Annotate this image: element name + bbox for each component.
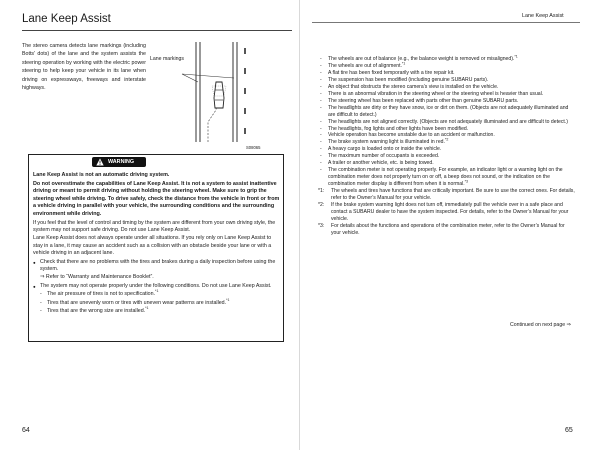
item-text: The brake system warning light is illuminated in red. — [328, 139, 445, 146]
botts-dot — [244, 68, 246, 74]
page-gutter — [299, 0, 300, 450]
condition-item — [318, 98, 575, 105]
item-marker: - — [320, 160, 322, 167]
warning-bold-paragraph: Do not overestimate the capabilities of Lane Keep Assist. It is not a system to assist inattentive driving or meant to permit driving without holding the steering wheel. Make sure to grip the steering wheel while driving. To drive safely, check the distance from the vehicle in front or from a vehicle driving in parallel with your vehicle, the surrounding conditions and the surrounding environment while driving. — [33, 180, 280, 217]
warning-badge — [92, 157, 146, 167]
condition-item — [318, 153, 575, 160]
item-marker: - — [320, 132, 322, 139]
condition-item — [33, 291, 280, 298]
warning-bullet: ● The system may not operate properly under the following conditions. Do not use Lane Keep Assist. — [33, 283, 280, 290]
botts-dot — [244, 128, 246, 134]
header-rule — [312, 22, 580, 23]
warning-paragraph: If you feel that the level of control and timing by the system are different from your own driving style, the system may not support safe driving. Do not use Lane Keep Assist. — [33, 219, 276, 233]
warning-bullet: ● Check that there are no problems with the tires and brakes during a daily inspection before using the system. — [33, 259, 280, 274]
condition-item — [318, 119, 575, 126]
footnote-ref: *1 — [145, 306, 149, 311]
item-text: An object that obstructs the stereo camera’s view is installed on the vehicle. — [328, 83, 499, 90]
item-text: The headlights, fog lights and other lights have been modified. — [328, 125, 469, 132]
item-text: A heavy cargo is loaded onto or inside the vehicle. — [328, 146, 442, 153]
footnote-text: If the brake system warning light does not turn off, immediately pull the vehicle over in a safe place and contact a SUBARU dealer to have the system inspected. For details, refer to the Owner’s Manual for your vehicle. — [331, 202, 569, 222]
item-text: The maximum number of occupants is exceeded. — [328, 153, 440, 160]
condition-item — [318, 63, 575, 70]
item-marker: - — [320, 76, 322, 83]
botts-dot — [244, 88, 246, 94]
figure-label: Lane markings — [150, 56, 185, 62]
footnote-ref: *2 — [444, 137, 449, 142]
item-text: The wheels are out of balance (e.g., the balance weight is removed or misaligned). — [328, 56, 515, 62]
condition-item — [318, 126, 575, 133]
footnote-ref: *3 — [464, 179, 469, 184]
lane-dots — [244, 48, 246, 134]
condition-item — [318, 84, 575, 91]
page-number-left: 64 — [22, 427, 30, 434]
page-number-right: 65 — [565, 427, 573, 434]
item-text: The suspension has been modified (including genuine SUBARU parts). — [328, 76, 489, 83]
item-marker: - — [320, 146, 322, 153]
title-rule — [22, 30, 292, 31]
botts-dot — [244, 108, 246, 114]
warning-paragraph: Lane Keep Assist does not always operate under all situations. If you rely only on Lane Keep Assist to stay in a lane, it may cause an accident such as a collision with an obstacle beside your lane or with a vehicle driving in an adjacent lane. — [33, 235, 272, 257]
item-marker: - — [320, 118, 322, 125]
warranty-reference: ⇒ Refer to “Warranty and Maintenance Booklet”. — [40, 274, 154, 281]
item-marker: - — [320, 97, 322, 104]
condition-text: Tires that are unevenly worn or tires with uneven wear patterns are installed. — [47, 299, 227, 306]
warning-label: WARNING — [108, 159, 135, 165]
running-header: Lane Keep Assist — [522, 13, 564, 19]
item-text: The headlights are dirty or they have snow, ice or dirt on them. (Objects are not adequately illuminated and are difficult to detect.) — [328, 104, 569, 118]
botts-dot — [244, 48, 246, 54]
item-text: The combination meter is not operating properly. For example, an indicator light or a warning light on the combination meter does not properly turn on or off, a beep does not sound, or the indication on the combination meter display is different from when it is normal. — [328, 167, 563, 188]
condition-item — [318, 160, 575, 167]
condition-item — [318, 77, 575, 84]
item-text: A trailer or another vehicle, etc. is being towed. — [328, 160, 434, 167]
item-marker: - — [320, 90, 322, 97]
condition-item — [318, 105, 575, 119]
condition-item — [33, 308, 280, 315]
condition-item — [318, 139, 575, 146]
footnote-ref: *1 — [155, 289, 159, 294]
road-illustration — [150, 38, 270, 146]
item-text: There is an abnormal vibration in the steering wheel or the steering wheel is heavier than usual. — [328, 90, 544, 97]
lane-markings-figure — [150, 38, 270, 150]
condition-item — [318, 91, 575, 98]
item-marker: - — [320, 62, 322, 69]
footnote — [318, 223, 575, 237]
item-text: The wheels are out of alignment. — [328, 62, 402, 69]
item-marker: - — [320, 125, 322, 132]
warning-content — [33, 172, 280, 316]
page-title: Lane Keep Assist — [22, 13, 111, 25]
item-text: The steering wheel has been replaced with parts other than genuine SUBARU parts. — [328, 97, 519, 104]
condition-list — [318, 56, 575, 237]
footnote-ref: *1 — [226, 297, 230, 302]
continued-note[interactable]: Continued on next page ⇒ — [510, 322, 571, 328]
condition-item — [318, 70, 575, 77]
item-marker: - — [320, 69, 322, 76]
condition-item — [318, 167, 575, 188]
item-marker: - — [320, 167, 322, 174]
condition-text: Tires that are the wrong size are installed. — [47, 308, 146, 315]
footnote-marker: *1: — [318, 188, 325, 195]
item-marker: - — [320, 56, 322, 62]
warning-triangle-icon — [96, 158, 104, 166]
footnote-ref: *1 — [514, 54, 518, 59]
leader-line — [182, 74, 234, 78]
footnote-text: For details about the functions and operations of the combination meter, refer to the Owner’s Manual for your vehicle. — [331, 222, 565, 236]
footnote — [318, 188, 575, 202]
condition-text: The air pressure of tires is not to specification. — [47, 291, 156, 298]
footnote-marker: *2: — [318, 202, 325, 209]
condition-items — [318, 56, 575, 188]
footnote — [318, 202, 575, 223]
footnote-text: The wheels and tires have functions that are critically important. Be sure to use the correct ones. For details, refer to the Owner’s Manual for your vehicle. — [331, 188, 575, 202]
item-text: A flat tire has been fixed temporarily with a tire repair kit. — [328, 69, 455, 76]
warning-bold-line: Lane Keep Assist is not an automatic driving system. — [33, 172, 170, 178]
intro-paragraph: The stereo camera detects lane markings (including Botts' dots) of the lane and the system assists the steering operation by working with the electric power steering to help keep your vehicle in its lane when driving on expressways, freeways and interstate highways. — [22, 43, 146, 92]
footnotes — [318, 188, 575, 237]
condition-item — [318, 146, 575, 153]
item-marker: - — [320, 139, 322, 146]
vehicle-icon — [212, 82, 226, 108]
item-marker: - — [320, 104, 322, 111]
item-text: The headlights are not aligned correctly. (Objects are not adequately illuminated and are difficult to detect.) — [328, 118, 568, 125]
figure-code: S08065 — [246, 145, 261, 150]
condition-item — [33, 297, 280, 307]
footnote-ref: *1 — [401, 61, 406, 66]
item-marker: - — [320, 83, 322, 90]
item-marker: - — [320, 153, 322, 160]
item-text: Vehicle operation has become unstable due to an accident or malfunction. — [328, 132, 495, 139]
footnote-marker: *3: — [318, 222, 325, 229]
